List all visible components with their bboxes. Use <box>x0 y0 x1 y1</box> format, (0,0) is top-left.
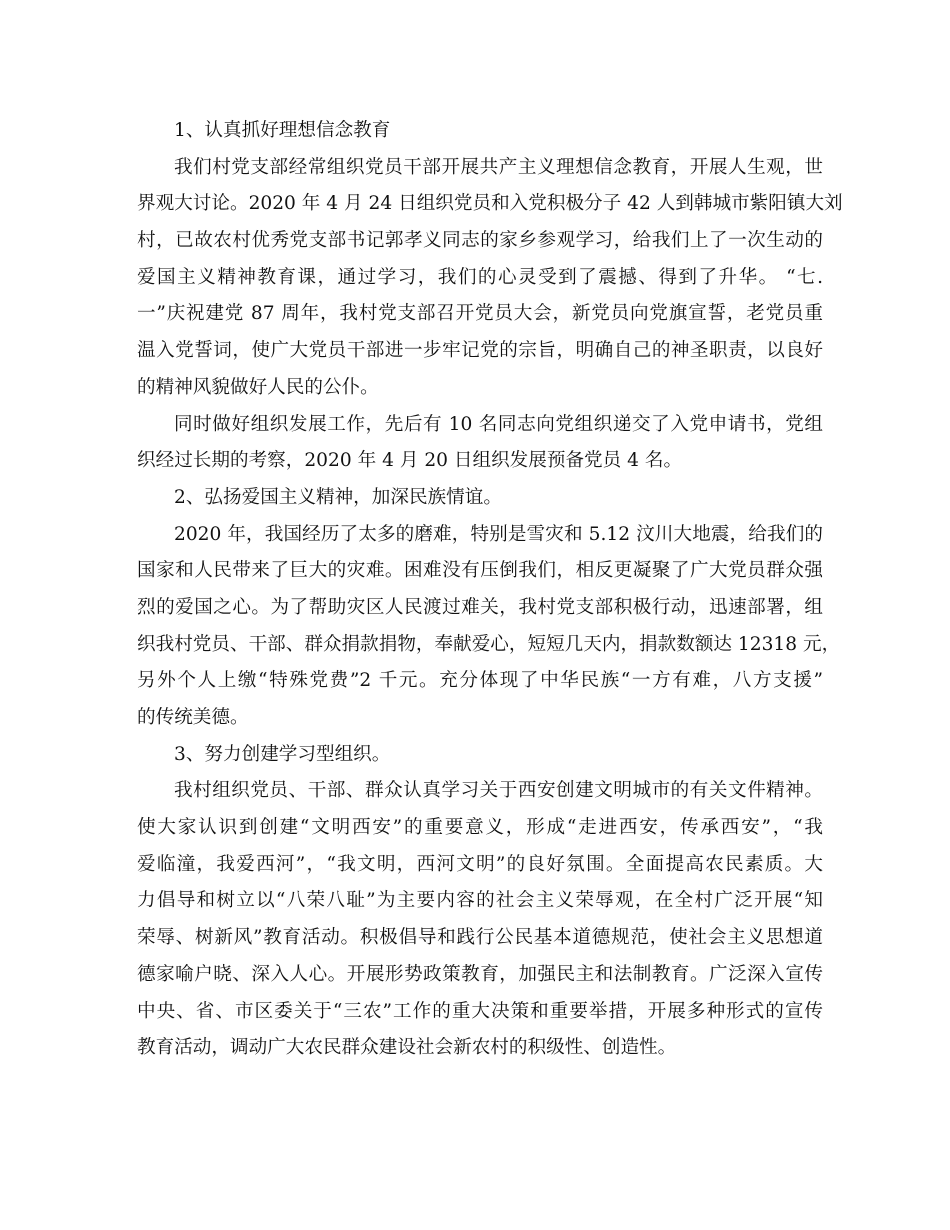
text-line: 教育活动，调动广大农民群众建设社会新农村的积级性、创造性。 <box>137 1037 677 1059</box>
text-line: 爱国主义精神教育课，通过学习，我们的心灵受到了震撼、得到了升华。 “七. <box>137 266 823 288</box>
text-line: 织我村党员、干部、群众捐款捐物，奉献爱心，短短几天内，捐款数额达 12318 元， <box>137 633 841 655</box>
text-line: 2、弘扬爱国主义精神，加深民族情谊。 <box>174 486 502 508</box>
text-line: 的精神风貌做好人民的公仆。 <box>137 376 379 398</box>
text-line: 一”庆祝建党 87 周年，我村党支部召开党员大会，新党员向党旗宣誓，老党员重 <box>137 303 823 325</box>
text-line: 我们村党支部经常组织党员干部开展共产主义理想信念教育，开展人生观，世 <box>174 156 823 178</box>
text-line: 2020 年，我国经历了太多的磨难，特别是雪灾和 5.12 汶川大地震，给我们的 <box>174 523 823 545</box>
text-line: 的传统美德。 <box>137 707 249 728</box>
text-line: 使大家认识到创建“文明西安”的重要意义，形成“走进西安，传承西安”，“我 <box>137 817 823 839</box>
text-line: 荣辱、树新风”教育活动。积极倡导和践行公民基本道德规范，使社会主义思想道 <box>137 927 823 949</box>
text-line: 德家喻户晓、深入人心。开展形势政策教育，加强民主和法制教育。广泛深入宣传 <box>137 963 823 985</box>
text-line: 温入党誓词，使广大党员干部进一步牢记党的宗旨，明确自己的神圣职责，以良好 <box>137 340 823 362</box>
text-line: 村，已故农村优秀党支部书记郭孝义同志的家乡参观学习，给我们上了一次生动的 <box>137 230 823 252</box>
text-line: 界观大讨论。2020 年 4 月 24 日组织党员和入党积极分子 42 人到韩城市紫阳镇大刘 <box>137 193 843 215</box>
text-line: 力倡导和树立以“八荣八耻”为主要内容的社会主义荣辱观，在全村广泛开展“知 <box>137 890 823 912</box>
text-line: 另外个人上缴“特殊党费”2 千元。充分体现了中华民族“一方有难，八方支援” <box>137 670 823 692</box>
text-line: 1、认真抓好理想信念教育 <box>174 120 391 141</box>
document-body <box>137 113 843 1067</box>
text-line: 织经过长期的考察，2020 年 4 月 20 日组织发展预备党员 4 名。 <box>137 450 683 472</box>
text-line: 3、努力创建学习型组织。 <box>174 743 391 765</box>
text-line: 国家和人民带来了巨大的灾难。困难没有压倒我们，相反更凝聚了广大党员群众强 <box>137 560 823 582</box>
text-line: 中央、省、市区委关于“三农”工作的重大决策和重要举措，开展多种形式的宣传 <box>137 1000 823 1022</box>
text-line: 爱临潼，我爱西河”，“我文明，西河文明”的良好氛围。全面提高农民素质。大 <box>137 853 823 875</box>
text-line: 同时做好组织发展工作，先后有 10 名同志向党组织递交了入党申请书，党组 <box>174 413 823 435</box>
text-line: 烈的爱国之心。为了帮助灾区人民渡过难关，我村党支部积极行动，迅速部署，组 <box>137 596 823 618</box>
text-line: 我村组织党员、干部、群众认真学习关于西安创建文明城市的有关文件精神。 <box>174 780 823 802</box>
